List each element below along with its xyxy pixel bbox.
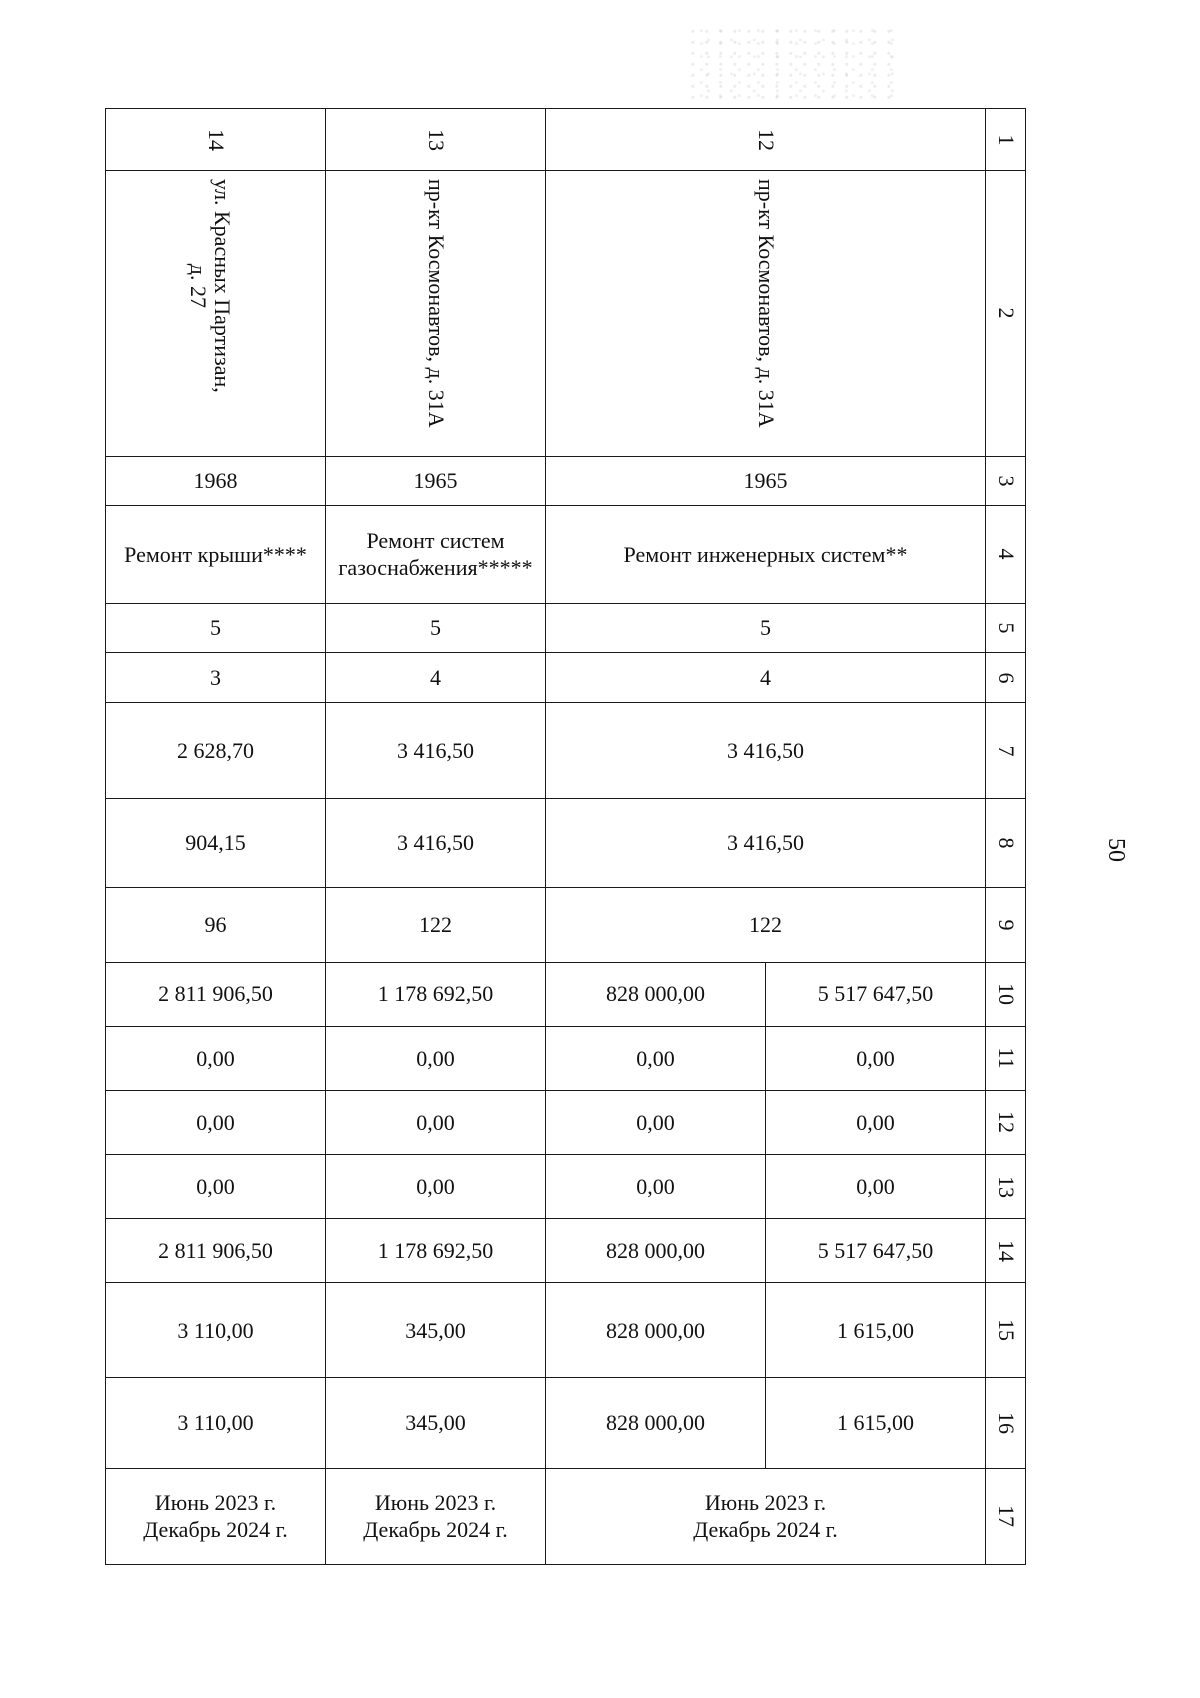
object-number: 14 <box>203 128 229 151</box>
table-cell: 0,00 <box>106 1026 326 1090</box>
table-cell: 828 000,00 <box>546 1378 766 1468</box>
period-start: Июнь 2023 г. <box>154 1489 277 1515</box>
repair-program-table <box>105 108 1026 1565</box>
row-index: 7 <box>993 745 1019 757</box>
table-cell: 3 <box>106 653 326 703</box>
work-type: Ремонт крыши**** <box>106 505 326 603</box>
table-cell: 3 416,50 <box>546 799 986 887</box>
row-index: 3 <box>993 475 1019 487</box>
address-cell <box>546 171 986 457</box>
table-row <box>106 1155 1026 1219</box>
table-cell: 122 <box>326 887 546 962</box>
table-row <box>106 1219 1026 1283</box>
table-cell: 0,00 <box>106 1155 326 1219</box>
table-cell: 0,00 <box>326 1026 546 1090</box>
table-cell: 0,00 <box>546 1090 766 1154</box>
table-cell: 122 <box>546 887 986 962</box>
row-index-cell <box>986 603 1026 652</box>
object-number-cell <box>326 109 546 171</box>
table-row <box>106 456 1026 505</box>
table-row <box>106 1090 1026 1154</box>
table-cell: 1 178 692,50 <box>326 962 546 1026</box>
table-cell: 904,15 <box>106 799 326 887</box>
row-index: 12 <box>993 1111 1019 1134</box>
address-cell <box>106 171 326 457</box>
period-start: Июнь 2023 г. <box>374 1489 497 1515</box>
object-number-cell <box>106 109 326 171</box>
row-index-cell <box>986 653 1026 703</box>
table-cell: 2 811 906,50 <box>106 962 326 1026</box>
row-index-cell <box>986 1468 1026 1564</box>
row-index: 1 <box>993 134 1019 146</box>
table-cell: 5 517 647,50 <box>766 962 986 1026</box>
row-index-cell <box>986 109 1026 171</box>
row-index-cell <box>986 703 1026 799</box>
table-cell: 0,00 <box>766 1155 986 1219</box>
row-index: 4 <box>993 548 1019 560</box>
row-index-cell <box>986 1026 1026 1090</box>
address: пр-кт Космонавтов, д. 31А <box>754 179 779 428</box>
period-cell <box>546 1468 986 1564</box>
row-index-cell <box>986 1155 1026 1219</box>
row-index-cell <box>986 799 1026 887</box>
table-cell: 3 416,50 <box>546 703 986 799</box>
row-index-cell <box>986 962 1026 1026</box>
table-row <box>106 603 1026 652</box>
table-row <box>106 1283 1026 1378</box>
period-end: Декабрь 2024 г. <box>143 1517 288 1543</box>
row-index: 2 <box>993 307 1019 319</box>
row-index: 11 <box>993 1047 1019 1069</box>
row-index: 10 <box>993 983 1019 1006</box>
object-number-cell <box>546 109 986 171</box>
table-row <box>106 799 1026 887</box>
row-index: 14 <box>993 1239 1019 1262</box>
table-cell: 5 <box>106 603 326 652</box>
table-cell: 0,00 <box>546 1026 766 1090</box>
table-cell: 345,00 <box>326 1283 546 1378</box>
table-cell: 2 811 906,50 <box>106 1219 326 1283</box>
period-end: Декабрь 2024 г. <box>693 1517 838 1543</box>
table-cell: 1 615,00 <box>766 1378 986 1468</box>
table-row <box>106 1468 1026 1564</box>
table-cell: 828 000,00 <box>546 962 766 1026</box>
object-number: 13 <box>423 128 449 151</box>
build-year: 1968 <box>106 456 326 505</box>
row-index: 13 <box>993 1175 1019 1198</box>
table-cell: 1 615,00 <box>766 1283 986 1378</box>
period-end: Декабрь 2024 г. <box>363 1517 508 1543</box>
table-cell: 3 416,50 <box>326 799 546 887</box>
table-cell: 0,00 <box>106 1090 326 1154</box>
table-cell: 2 628,70 <box>106 703 326 799</box>
row-index-cell <box>986 1378 1026 1468</box>
work-type: Ремонт систем газоснабжения***** <box>326 505 546 603</box>
table-cell: 3 110,00 <box>106 1283 326 1378</box>
table-cell: 96 <box>106 887 326 962</box>
build-year: 1965 <box>546 456 986 505</box>
table-cell: 0,00 <box>766 1026 986 1090</box>
period-cell <box>106 1468 326 1564</box>
table-cell: 4 <box>326 653 546 703</box>
table-row <box>106 171 1026 457</box>
table-cell: 3 416,50 <box>326 703 546 799</box>
table-row <box>106 887 1026 962</box>
object-number: 12 <box>753 128 779 151</box>
address-cell <box>326 171 546 457</box>
row-index-cell <box>986 456 1026 505</box>
table-row <box>106 1026 1026 1090</box>
row-index-cell <box>986 1090 1026 1154</box>
table-cell: 0,00 <box>546 1155 766 1219</box>
row-index-cell <box>986 1283 1026 1378</box>
row-index: 16 <box>993 1412 1019 1435</box>
build-year: 1965 <box>326 456 546 505</box>
row-index: 5 <box>993 622 1019 634</box>
row-index-cell <box>986 887 1026 962</box>
table-row <box>106 1378 1026 1468</box>
row-index-cell <box>986 1219 1026 1283</box>
row-index: 15 <box>993 1319 1019 1342</box>
table-row <box>106 505 1026 603</box>
table-cell: 3 110,00 <box>106 1378 326 1468</box>
table-cell: 0,00 <box>326 1090 546 1154</box>
table-row <box>106 653 1026 703</box>
scan-noise <box>690 28 900 106</box>
table-cell: 828 000,00 <box>546 1283 766 1378</box>
table-cell: 5 <box>326 603 546 652</box>
work-type: Ремонт инженерных систем** <box>546 505 986 603</box>
row-index: 17 <box>993 1505 1019 1528</box>
table-row <box>106 703 1026 799</box>
table-cell: 345,00 <box>326 1378 546 1468</box>
table-cell: 5 517 647,50 <box>766 1219 986 1283</box>
period-cell <box>326 1468 546 1564</box>
address: ул. Красных Партизан, д. 27 <box>185 179 235 393</box>
table-cell: 0,00 <box>766 1090 986 1154</box>
page-number: 50 <box>1103 838 1130 862</box>
period-start: Июнь 2023 г. <box>704 1489 827 1515</box>
row-index: 8 <box>993 837 1019 849</box>
row-index-cell <box>986 505 1026 603</box>
table-cell: 4 <box>546 653 986 703</box>
table-cell: 5 <box>546 603 986 652</box>
table-row <box>106 109 1026 171</box>
table-cell: 0,00 <box>326 1155 546 1219</box>
row-index: 6 <box>993 672 1019 684</box>
table-cell: 1 178 692,50 <box>326 1219 546 1283</box>
row-index-cell <box>986 171 1026 457</box>
table-row <box>106 962 1026 1026</box>
row-index: 9 <box>993 919 1019 931</box>
table-cell: 828 000,00 <box>546 1219 766 1283</box>
address: пр-кт Космонавтов, д. 31А <box>424 179 449 428</box>
